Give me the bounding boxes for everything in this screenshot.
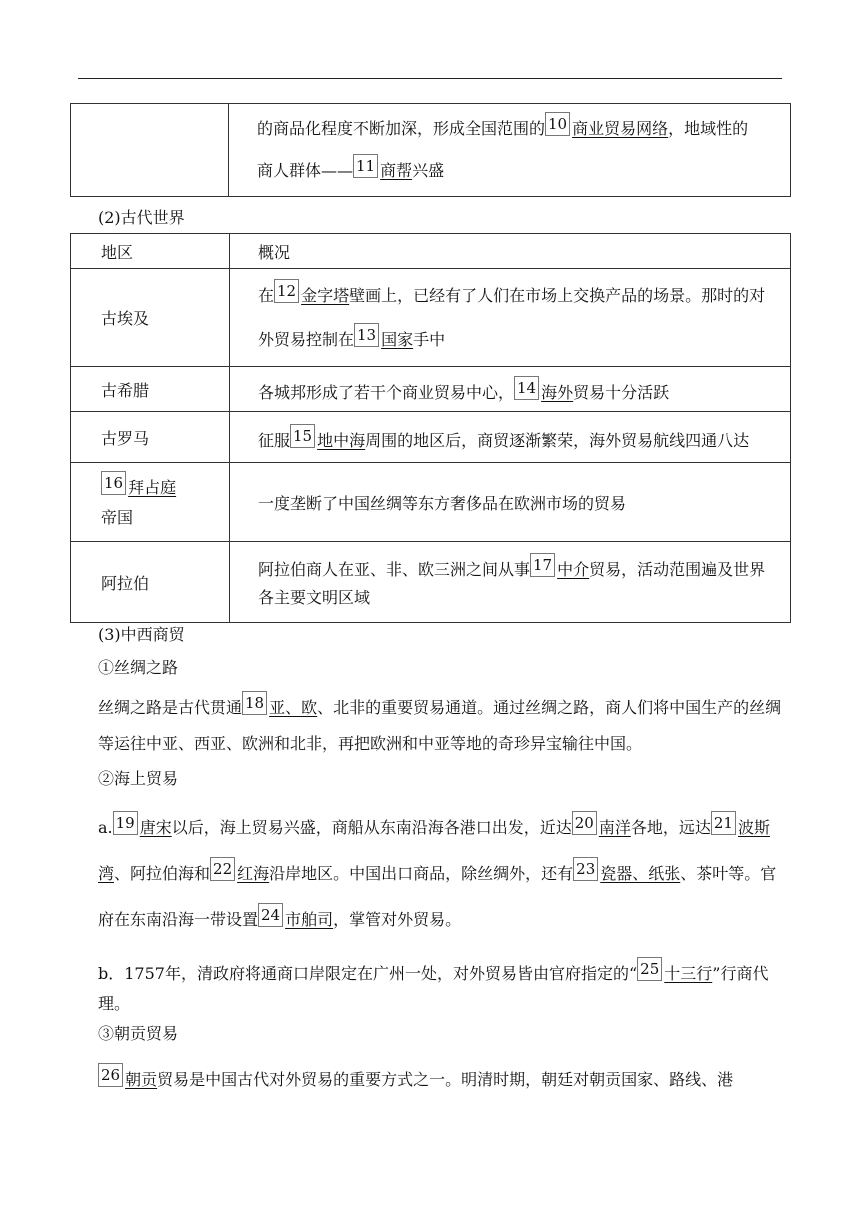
text: 在 bbox=[258, 285, 275, 305]
paragraph bbox=[98, 805, 788, 943]
overview-cell bbox=[230, 269, 791, 367]
text: 、阿拉伯海和 bbox=[114, 864, 211, 883]
blank-number: 15 bbox=[290, 424, 315, 448]
answer: 瓷器、纸张 bbox=[600, 864, 681, 883]
overview-cell bbox=[230, 542, 791, 623]
text: 兴盛 bbox=[412, 161, 445, 180]
header-rule bbox=[78, 78, 782, 79]
overview-cell bbox=[230, 412, 791, 463]
text: 贸易，活动范围遍及世界各主要文明区域 bbox=[258, 559, 766, 607]
table-row bbox=[71, 542, 791, 623]
overview-cell bbox=[230, 367, 791, 412]
section-heading: (2)古代世界 bbox=[98, 208, 185, 227]
answer: 波斯湾 bbox=[98, 818, 770, 883]
continued-table bbox=[70, 103, 791, 197]
text: 贸易十分活跃 bbox=[573, 382, 670, 402]
region-cell: 古埃及 bbox=[71, 269, 230, 367]
answer: 中介 bbox=[557, 559, 590, 579]
section-heading: (3)中西商贸 bbox=[98, 625, 185, 644]
text: 沿岸地区。中国出口商品，除丝绸外，还有 bbox=[269, 864, 574, 883]
answer: 亚、欧 bbox=[269, 698, 318, 717]
text: ”行商代理。 bbox=[98, 964, 769, 1013]
blank-number: 22 bbox=[210, 857, 235, 881]
text: 征服 bbox=[258, 430, 291, 450]
answer: 国家 bbox=[381, 329, 414, 349]
table-cell-empty bbox=[71, 104, 229, 197]
blank-number: 18 bbox=[242, 691, 267, 715]
header-overview: 概况 bbox=[230, 234, 791, 269]
blank-number: 16 bbox=[101, 471, 126, 495]
text: ，地域性的 bbox=[668, 119, 749, 138]
text: 壁画上，已经有了人们在市场上交换产品的场景。那时的对外贸易控制在 bbox=[258, 285, 766, 349]
subsection-title: ①丝绸之路 bbox=[98, 658, 179, 677]
text: 、茶叶等。官府在东南沿海一带设置 bbox=[98, 864, 777, 929]
header-region: 地区 bbox=[71, 234, 230, 269]
text: 周围的地区后，商贸逐渐繁荣，海外贸易航线四通八达 bbox=[365, 430, 750, 450]
table-row bbox=[71, 269, 791, 367]
table-header-row bbox=[71, 234, 791, 269]
table-row bbox=[71, 367, 791, 412]
table-row bbox=[71, 104, 791, 197]
answer: 红海 bbox=[237, 864, 270, 883]
answer: 十三行 bbox=[664, 964, 713, 983]
text: 帝国 bbox=[101, 508, 134, 527]
table-row bbox=[71, 463, 791, 542]
text: b．1757年，清政府将通商口岸限定在广州一处，对外贸易皆由官府指定的“ bbox=[98, 964, 638, 983]
text: 商人群体—— bbox=[257, 161, 354, 180]
text: 手中 bbox=[413, 329, 446, 349]
table-cell-text bbox=[229, 104, 791, 197]
region-cell: 古罗马 bbox=[71, 412, 230, 463]
answer: 地中海 bbox=[317, 430, 366, 450]
answer: 朝贡 bbox=[125, 1070, 158, 1089]
region-cell: 古希腊 bbox=[71, 367, 230, 412]
region-cell: 阿拉伯 bbox=[71, 542, 230, 623]
text: 、北非的重要贸易通道。通过丝绸之路，商人们将中国生产的丝绸等运往中亚、西亚、欧洲和北非，再把欧洲和中亚等地的奇珍异宝输往中国。 bbox=[98, 698, 782, 753]
text: a. bbox=[98, 818, 113, 837]
blank-number: 26 bbox=[98, 1063, 123, 1087]
answer: 海外 bbox=[541, 382, 574, 402]
text: 的商品化程度不断加深，形成全国范围的 bbox=[257, 119, 546, 138]
text: 各地，远达 bbox=[630, 818, 711, 837]
paragraph bbox=[98, 690, 788, 762]
paragraph bbox=[98, 957, 788, 1019]
text: 丝绸之路是古代贯通 bbox=[98, 698, 243, 717]
text: 贸易是中国古代对外贸易的重要方式之一。明清时期，朝廷对朝贡国家、路线、港 bbox=[157, 1070, 734, 1089]
blank-number: 23 bbox=[573, 857, 598, 881]
answer: 商帮 bbox=[380, 161, 413, 180]
blank-number: 20 bbox=[572, 811, 597, 835]
blank-number: 11 bbox=[353, 154, 378, 178]
text: 各城邦形成了若干个商业贸易中心， bbox=[258, 382, 515, 402]
answer: 唐宋 bbox=[139, 818, 172, 837]
answer: 金字塔 bbox=[301, 285, 350, 305]
blank-number: 24 bbox=[258, 903, 283, 927]
table-row bbox=[71, 412, 791, 463]
blank-number: 14 bbox=[514, 376, 539, 400]
blank-number: 12 bbox=[274, 279, 299, 303]
answer: 商业贸易网络 bbox=[572, 119, 669, 138]
text: 以后，海上贸易兴盛，商船从东南沿海各港口出发，近达 bbox=[171, 818, 572, 837]
blank-number: 25 bbox=[637, 957, 662, 981]
text: 阿拉伯商人在亚、非、欧三洲之间从事 bbox=[258, 559, 531, 579]
blank-number: 13 bbox=[354, 323, 379, 347]
subsection-title: ②海上贸易 bbox=[98, 769, 179, 788]
answer: 南洋 bbox=[598, 818, 631, 837]
paragraph bbox=[98, 1062, 788, 1098]
text: ，掌管对外贸易。 bbox=[333, 910, 462, 929]
blank-number: 19 bbox=[113, 811, 138, 835]
blank-number: 10 bbox=[545, 112, 570, 136]
blank-number: 17 bbox=[530, 553, 555, 577]
ancient-world-table bbox=[70, 233, 791, 623]
answer: 市舶司 bbox=[285, 910, 334, 929]
answer: 拜占庭 bbox=[128, 478, 177, 497]
blank-number: 21 bbox=[711, 811, 736, 835]
subsection-title: ③朝贡贸易 bbox=[98, 1024, 179, 1043]
region-cell bbox=[71, 463, 230, 542]
overview-cell: 一度垄断了中国丝绸等东方奢侈品在欧洲市场的贸易 bbox=[230, 463, 791, 542]
